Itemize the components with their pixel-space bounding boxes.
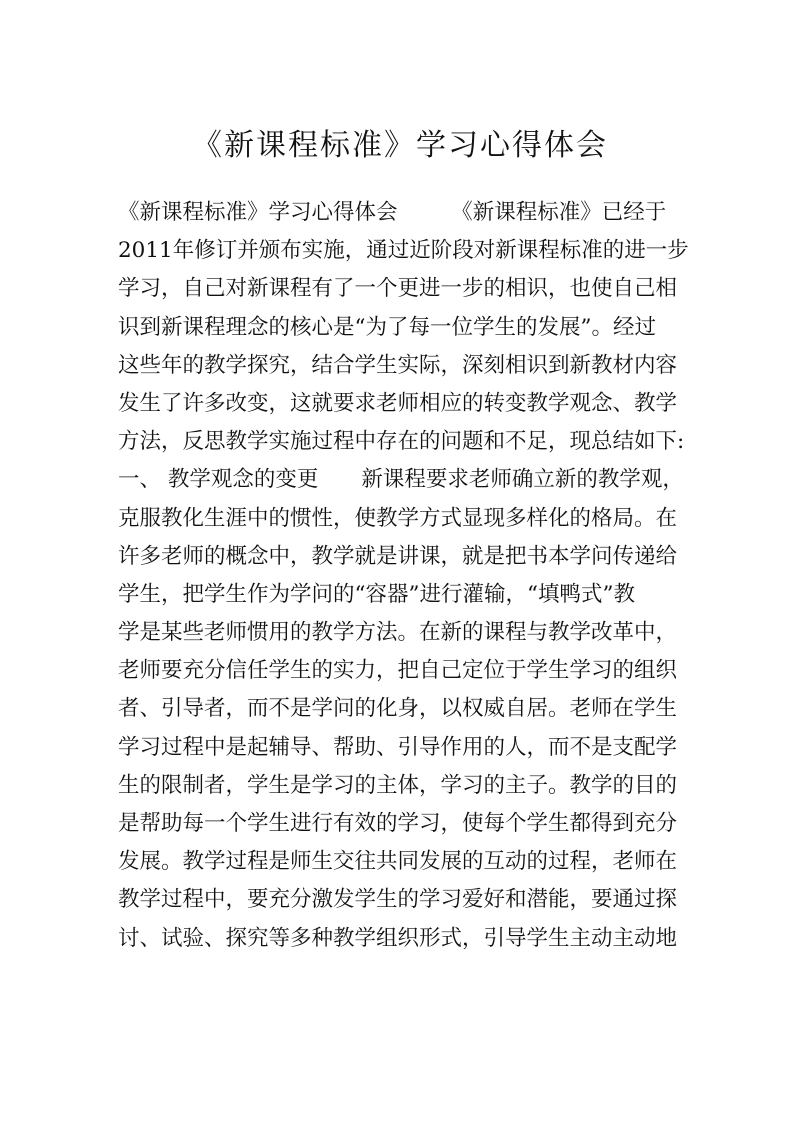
document-body: [118, 194, 698, 958]
body-line: 者、引导者，而不是学问的化身，以权威自居。老师在学生: [118, 696, 678, 722]
body-line: 教学过程中，要充分激发学生的学习爱好和潜能，要通过探: [118, 887, 678, 913]
body-line: 学习，自己对新课程有了一个更进一步的相识，也使自己相: [118, 276, 678, 302]
body-line: 生的限制者，学生是学习的主体，学习的主子。教学的目的: [118, 772, 678, 798]
body-line: 发生了许多改变，这就要求老师相应的转变教学观念、教学: [118, 390, 678, 416]
body-line: 是帮助每一个学生进行有效的学习，使每个学生都得到充分: [118, 811, 678, 836]
body-line: 老师要充分信任学生的实力，把自己定位于学生学习的组织: [118, 658, 678, 684]
document-title: 《新课程标准》学习心得体会: [192, 128, 608, 163]
body-line: 识到新课程理念的核心是“为了每一位学生的发展”。经过: [118, 314, 656, 340]
body-line: 2011年修订并颁布实施，通过近阶段对新课程标准的进一步: [118, 238, 689, 264]
body-line: 学习过程中是起辅导、帮助、引导作用的人，而不是支配学: [118, 734, 678, 760]
body-line: 一、 教学观念的变更 新课程要求老师确立新的教学观，: [118, 467, 684, 493]
body-line: 方法，反思教学实施过程中存在的问题和不足，现总结如下:: [118, 429, 685, 455]
body-line: 这些年的教学探究，结合学生实际，深刻相识到新教材内容: [118, 352, 678, 378]
body-line: 《新课程标准》学习心得体会 《新课程标准》已经于: [118, 200, 667, 225]
body-line: 发展。教学过程是师生交往共同发展的互动的过程，老师在: [118, 849, 678, 875]
body-line: 学生，把学生作为学问的“容器”进行灌输，“填鸭式”教: [118, 581, 635, 607]
body-line: 许多老师的概念中，教学就是讲课，就是把书本学问传递给: [118, 543, 678, 569]
body-line: 克服教化生涯中的惯性，使教学方式显现多样化的格局。在: [118, 505, 678, 531]
body-line: 学是某些老师惯用的教学方法。在新的课程与教学改革中，: [118, 620, 678, 646]
body-line: 讨、试验、探究等多种教学组织形式，引导学生主动主动地: [118, 925, 678, 951]
